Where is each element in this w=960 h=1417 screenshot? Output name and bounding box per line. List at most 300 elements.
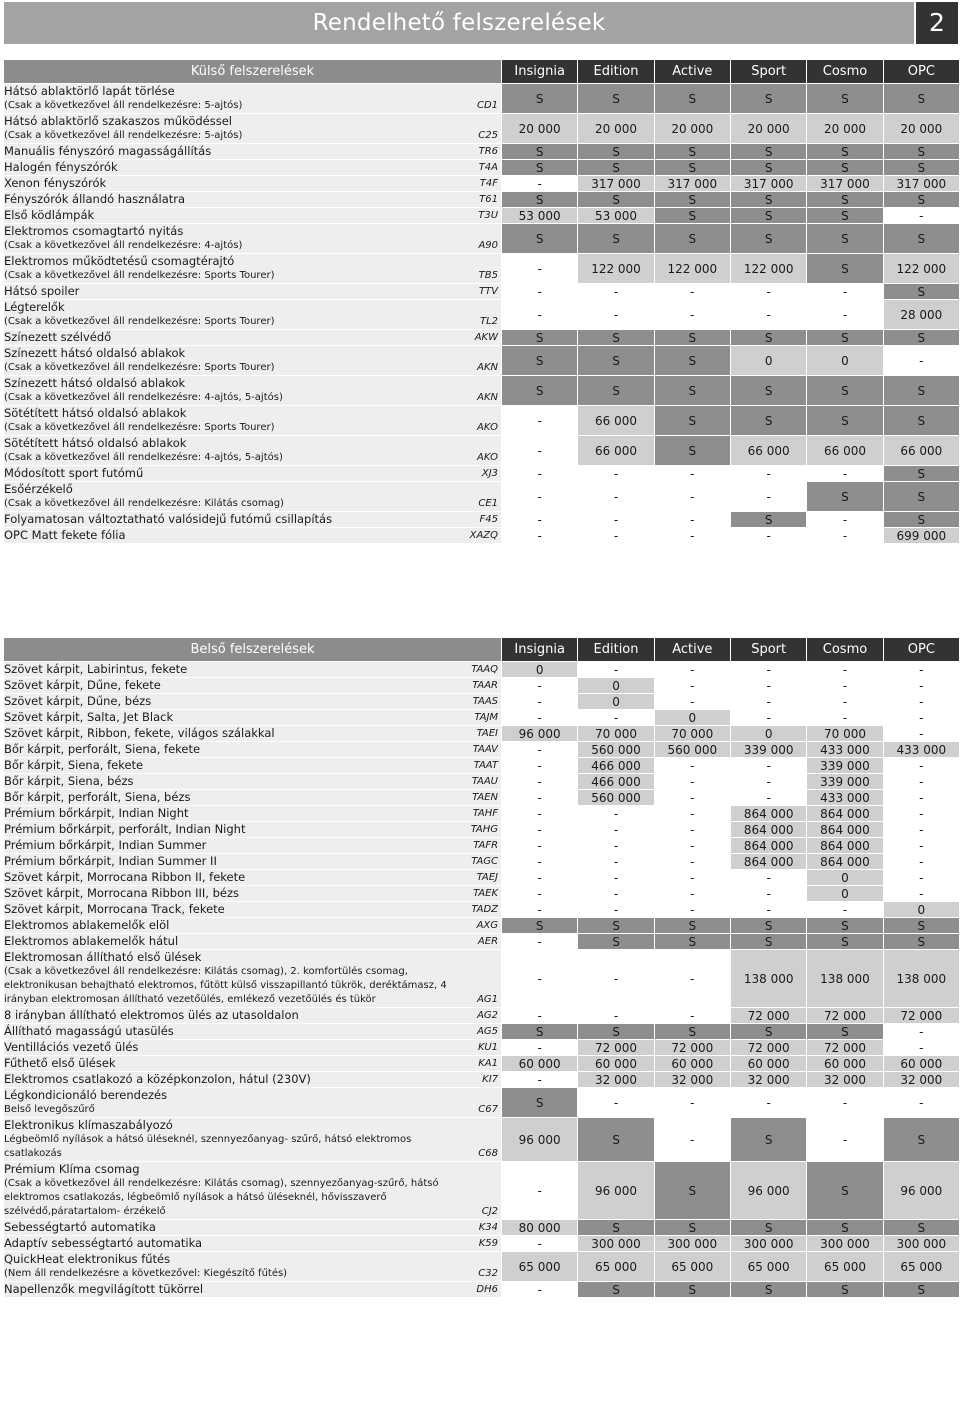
table-row bbox=[4, 1088, 959, 1118]
value-cell-cosmo: 66 000 bbox=[806, 436, 882, 466]
value-cell-opc: 65 000 bbox=[883, 1252, 959, 1282]
value-cell-cosmo: - bbox=[806, 1088, 882, 1118]
value-cell-opc: S bbox=[883, 918, 959, 934]
value-cell-edition: - bbox=[577, 710, 653, 726]
feature-name: Szövet kárpit, Dűne, fekete bbox=[4, 678, 161, 692]
value-cell-edition: 466 000 bbox=[577, 758, 653, 774]
value-cell-sport: - bbox=[730, 758, 806, 774]
value-cell-insignia: - bbox=[501, 822, 577, 838]
value-cell-edition: S bbox=[577, 144, 653, 160]
value-cell-sport: S bbox=[730, 1220, 806, 1236]
value-cell-edition: - bbox=[577, 838, 653, 854]
option-code: TAAU bbox=[471, 776, 499, 787]
value-cell-insignia: 96 000 bbox=[501, 1118, 577, 1162]
feature-cell bbox=[4, 1118, 501, 1162]
value-cell-sport: - bbox=[730, 710, 806, 726]
value-cell-cosmo: - bbox=[806, 528, 882, 544]
option-code: TAEI bbox=[476, 728, 499, 739]
table-row bbox=[4, 528, 959, 544]
option-code: AKN bbox=[477, 392, 499, 403]
option-code: TAAV bbox=[472, 744, 499, 755]
table-row bbox=[4, 1008, 959, 1024]
value-cell-opc: - bbox=[883, 710, 959, 726]
value-cell-insignia: - bbox=[501, 176, 577, 192]
feature-name: Folyamatosan változtatható valósidejű futómű csillapítás bbox=[4, 512, 333, 526]
option-code: TTV bbox=[478, 286, 499, 297]
feature-cell bbox=[4, 1024, 501, 1040]
value-cell-insignia: - bbox=[501, 742, 577, 758]
value-cell-active: - bbox=[654, 1088, 730, 1118]
feature-note: (Csak a következővel áll rendelkezésre: 4-ajtós) bbox=[4, 240, 243, 251]
value-cell-opc: 28 000 bbox=[883, 300, 959, 330]
feature-name: Színezett hátsó oldalsó ablakok bbox=[4, 346, 186, 360]
feature-name: Elektronikus klímaszabályozó bbox=[4, 1118, 173, 1132]
value-cell-opc: 433 000 bbox=[883, 742, 959, 758]
value-cell-opc: - bbox=[883, 886, 959, 902]
feature-name: Sötétített hátsó oldalsó ablakok bbox=[4, 406, 187, 420]
value-cell-opc: - bbox=[883, 346, 959, 376]
feature-name: Szövet kárpit, Labirintus, fekete bbox=[4, 662, 188, 676]
value-cell-insignia: 65 000 bbox=[501, 1252, 577, 1282]
feature-cell bbox=[4, 854, 501, 870]
feature-name: Elektromos ablakemelők hátul bbox=[4, 934, 179, 948]
feature-name: Adaptív sebességtartó automatika bbox=[4, 1236, 203, 1250]
feature-cell bbox=[4, 482, 501, 512]
value-cell-opc: 96 000 bbox=[883, 1162, 959, 1220]
value-cell-opc: 0 bbox=[883, 902, 959, 918]
value-cell-active: - bbox=[654, 300, 730, 330]
value-cell-opc: S bbox=[883, 466, 959, 482]
value-cell-insignia: 53 000 bbox=[501, 208, 577, 224]
option-code: C68 bbox=[478, 1148, 499, 1159]
column-header-active: Active bbox=[654, 60, 730, 84]
value-cell-active: - bbox=[654, 678, 730, 694]
value-cell-active: - bbox=[654, 482, 730, 512]
value-cell-sport: - bbox=[730, 1088, 806, 1118]
value-cell-cosmo: - bbox=[806, 466, 882, 482]
feature-cell bbox=[4, 436, 501, 466]
value-cell-insignia: S bbox=[501, 84, 577, 114]
value-cell-sport: 20 000 bbox=[730, 114, 806, 144]
value-cell-cosmo: S bbox=[806, 918, 882, 934]
column-header-edition: Edition bbox=[577, 638, 653, 662]
table-row bbox=[4, 144, 959, 160]
value-cell-edition: - bbox=[577, 482, 653, 512]
value-cell-active: - bbox=[654, 950, 730, 1008]
value-cell-opc: - bbox=[883, 726, 959, 742]
value-cell-opc: 122 000 bbox=[883, 254, 959, 284]
value-cell-sport: S bbox=[730, 406, 806, 436]
option-code: TR6 bbox=[478, 146, 499, 157]
feature-name: Sötétített hátsó oldalsó ablakok bbox=[4, 436, 187, 450]
feature-cell bbox=[4, 758, 501, 774]
value-cell-sport: S bbox=[730, 224, 806, 254]
feature-name: Halogén fényszórók bbox=[4, 160, 118, 174]
feature-name: Prémium Klíma csomag bbox=[4, 1162, 140, 1176]
value-cell-cosmo: S bbox=[806, 482, 882, 512]
value-cell-opc: - bbox=[883, 678, 959, 694]
value-cell-cosmo: - bbox=[806, 300, 882, 330]
value-cell-sport: S bbox=[730, 376, 806, 406]
value-cell-cosmo: S bbox=[806, 934, 882, 950]
option-code: T4F bbox=[479, 178, 499, 189]
value-cell-active: S bbox=[654, 1220, 730, 1236]
option-code: AG1 bbox=[477, 994, 499, 1005]
value-cell-cosmo: 70 000 bbox=[806, 726, 882, 742]
feature-note: (Csak a következővel áll rendelkezésre: Kilátás csomag), szennyezőanyag-szűrő, hátsó elektromos csatlakozás, légbeömlő nyílások a hátsó üléseknél, hővisszaverő szélvédő,páratartalom- érzékelő bbox=[4, 1178, 439, 1217]
feature-cell bbox=[4, 466, 501, 482]
value-cell-cosmo: S bbox=[806, 254, 882, 284]
value-cell-sport: 0 bbox=[730, 346, 806, 376]
option-code: KI7 bbox=[482, 1074, 499, 1085]
value-cell-edition: 53 000 bbox=[577, 208, 653, 224]
option-code: TL2 bbox=[479, 316, 499, 327]
value-cell-sport: 339 000 bbox=[730, 742, 806, 758]
feature-note: (Csak a következővel áll rendelkezésre: Kilátás csomag) bbox=[4, 498, 284, 509]
column-header-sport: Sport bbox=[730, 638, 806, 662]
feature-name: Esőérzékelő bbox=[4, 482, 73, 496]
value-cell-edition: 32 000 bbox=[577, 1072, 653, 1088]
value-cell-edition: S bbox=[577, 192, 653, 208]
value-cell-sport: 65 000 bbox=[730, 1252, 806, 1282]
feature-name: Hátsó spoiler bbox=[4, 284, 80, 298]
value-cell-insignia: - bbox=[501, 902, 577, 918]
table-row bbox=[4, 254, 959, 284]
feature-cell bbox=[4, 208, 501, 224]
value-cell-cosmo: S bbox=[806, 84, 882, 114]
feature-name: Hátsó ablaktörlő szakaszos működéssel bbox=[4, 114, 232, 128]
value-cell-sport: - bbox=[730, 774, 806, 790]
feature-cell bbox=[4, 950, 501, 1008]
value-cell-insignia: - bbox=[501, 886, 577, 902]
value-cell-active: 65 000 bbox=[654, 1252, 730, 1282]
value-cell-opc: 317 000 bbox=[883, 176, 959, 192]
value-cell-edition: 122 000 bbox=[577, 254, 653, 284]
value-cell-sport: 72 000 bbox=[730, 1040, 806, 1056]
value-cell-sport: - bbox=[730, 466, 806, 482]
value-cell-insignia: - bbox=[501, 528, 577, 544]
value-cell-edition: 560 000 bbox=[577, 790, 653, 806]
feature-cell bbox=[4, 710, 501, 726]
value-cell-insignia: - bbox=[501, 1008, 577, 1024]
value-cell-cosmo: S bbox=[806, 208, 882, 224]
column-header-sport: Sport bbox=[730, 60, 806, 84]
value-cell-insignia: 60 000 bbox=[501, 1056, 577, 1072]
feature-note: (Csak a következővel áll rendelkezésre: Kilátás csomag), 2. komfortülés csomag, elektronikusan behajtható elektromos, fűtött külső visszapillantó tükrök, deréktámasz, 4 irányban elektromosan állítható vezetőülés, emlékező vezetőülés és tükör bbox=[4, 966, 447, 1005]
value-cell-edition: 560 000 bbox=[577, 742, 653, 758]
value-cell-opc: S bbox=[883, 1282, 959, 1298]
value-cell-insignia: 80 000 bbox=[501, 1220, 577, 1236]
value-cell-sport: 317 000 bbox=[730, 176, 806, 192]
value-cell-opc: 66 000 bbox=[883, 436, 959, 466]
header-banner bbox=[4, 2, 914, 44]
option-code: TAFR bbox=[473, 840, 499, 851]
value-cell-sport: S bbox=[730, 160, 806, 176]
feature-cell bbox=[4, 1088, 501, 1118]
value-cell-opc: S bbox=[883, 482, 959, 512]
feature-cell bbox=[4, 678, 501, 694]
feature-cell bbox=[4, 694, 501, 710]
feature-cell bbox=[4, 1162, 501, 1220]
value-cell-edition: 0 bbox=[577, 694, 653, 710]
option-code: TAHF bbox=[472, 808, 499, 819]
value-cell-active: 20 000 bbox=[654, 114, 730, 144]
value-cell-opc: S bbox=[883, 192, 959, 208]
value-cell-opc: - bbox=[883, 870, 959, 886]
value-cell-active: S bbox=[654, 224, 730, 254]
value-cell-active: 300 000 bbox=[654, 1236, 730, 1252]
value-cell-insignia: S bbox=[501, 1088, 577, 1118]
value-cell-edition: - bbox=[577, 466, 653, 482]
option-code: KA1 bbox=[478, 1058, 499, 1069]
feature-note: (Csak a következővel áll rendelkezésre: Sports Tourer) bbox=[4, 316, 275, 327]
value-cell-opc: 60 000 bbox=[883, 1056, 959, 1072]
value-cell-opc: 72 000 bbox=[883, 1008, 959, 1024]
option-code: TAEJ bbox=[476, 872, 499, 883]
feature-cell bbox=[4, 902, 501, 918]
value-cell-opc: - bbox=[883, 1088, 959, 1118]
value-cell-opc: - bbox=[883, 854, 959, 870]
option-code: TAJM bbox=[474, 712, 499, 723]
value-cell-active: - bbox=[654, 886, 730, 902]
feature-cell bbox=[4, 176, 501, 192]
value-cell-active: - bbox=[654, 758, 730, 774]
value-cell-cosmo: 864 000 bbox=[806, 838, 882, 854]
value-cell-active: 32 000 bbox=[654, 1072, 730, 1088]
value-cell-insignia: - bbox=[501, 838, 577, 854]
option-code: F45 bbox=[479, 514, 499, 525]
option-code: TADZ bbox=[471, 904, 499, 915]
feature-cell bbox=[4, 822, 501, 838]
value-cell-opc: 699 000 bbox=[883, 528, 959, 544]
value-cell-edition: S bbox=[577, 1220, 653, 1236]
value-cell-insignia: - bbox=[501, 254, 577, 284]
value-cell-sport: 864 000 bbox=[730, 854, 806, 870]
value-cell-cosmo: 339 000 bbox=[806, 758, 882, 774]
value-cell-edition: - bbox=[577, 300, 653, 330]
feature-cell bbox=[4, 160, 501, 176]
value-cell-insignia: - bbox=[501, 790, 577, 806]
value-cell-sport: 32 000 bbox=[730, 1072, 806, 1088]
value-cell-insignia: - bbox=[501, 854, 577, 870]
value-cell-insignia: S bbox=[501, 918, 577, 934]
value-cell-insignia: 20 000 bbox=[501, 114, 577, 144]
feature-name: Manuális fényszóró magasságállítás bbox=[4, 144, 212, 158]
value-cell-insignia: - bbox=[501, 806, 577, 822]
value-cell-active: S bbox=[654, 84, 730, 114]
table-row bbox=[4, 1118, 959, 1162]
feature-name: Fényszórók állandó használatra bbox=[4, 192, 186, 206]
option-code: AG5 bbox=[477, 1026, 499, 1037]
option-code: T61 bbox=[479, 194, 499, 205]
value-cell-cosmo: 300 000 bbox=[806, 1236, 882, 1252]
column-header-edition: Edition bbox=[577, 60, 653, 84]
value-cell-active: - bbox=[654, 662, 730, 678]
value-cell-sport: - bbox=[730, 482, 806, 512]
value-cell-edition: S bbox=[577, 1282, 653, 1298]
feature-cell bbox=[4, 192, 501, 208]
value-cell-insignia: - bbox=[501, 774, 577, 790]
table-row bbox=[4, 192, 959, 208]
table-row bbox=[4, 160, 959, 176]
value-cell-insignia: S bbox=[501, 224, 577, 254]
feature-cell bbox=[4, 742, 501, 758]
value-cell-edition: 66 000 bbox=[577, 436, 653, 466]
value-cell-active: S bbox=[654, 436, 730, 466]
option-code: CE1 bbox=[478, 498, 499, 509]
table-row bbox=[4, 870, 959, 886]
value-cell-opc: - bbox=[883, 758, 959, 774]
value-cell-active: - bbox=[654, 1118, 730, 1162]
value-cell-sport: S bbox=[730, 144, 806, 160]
value-cell-opc: - bbox=[883, 662, 959, 678]
feature-note: (Csak a következővel áll rendelkezésre: 4-ajtós, 5-ajtós) bbox=[4, 452, 283, 463]
feature-name: OPC Matt fekete fólia bbox=[4, 528, 126, 542]
value-cell-edition: - bbox=[577, 284, 653, 300]
feature-name: Bőr kárpit, perforált, Siena, fekete bbox=[4, 742, 201, 756]
option-code: C25 bbox=[478, 130, 499, 141]
feature-name: Szövet kárpit, Salta, Jet Black bbox=[4, 710, 174, 724]
feature-cell bbox=[4, 330, 501, 346]
value-cell-cosmo: 72 000 bbox=[806, 1008, 882, 1024]
value-cell-cosmo: 32 000 bbox=[806, 1072, 882, 1088]
value-cell-insignia: - bbox=[501, 482, 577, 512]
value-cell-sport: - bbox=[730, 694, 806, 710]
feature-cell bbox=[4, 1282, 501, 1298]
value-cell-edition: 66 000 bbox=[577, 406, 653, 436]
feature-cell bbox=[4, 806, 501, 822]
column-header-active: Active bbox=[654, 638, 730, 662]
value-cell-edition: 70 000 bbox=[577, 726, 653, 742]
value-cell-insignia: - bbox=[501, 1282, 577, 1298]
feature-note: (Csak a következővel áll rendelkezésre: 5-ajtós) bbox=[4, 100, 243, 111]
option-code: AKN bbox=[477, 362, 499, 373]
option-code: C32 bbox=[478, 1268, 499, 1279]
value-cell-insignia: S bbox=[501, 330, 577, 346]
value-cell-opc: S bbox=[883, 330, 959, 346]
feature-note: (Csak a következővel áll rendelkezésre: 5-ajtós) bbox=[4, 130, 243, 141]
value-cell-edition: 96 000 bbox=[577, 1162, 653, 1220]
option-code: T3U bbox=[478, 210, 499, 221]
value-cell-sport: S bbox=[730, 330, 806, 346]
feature-cell bbox=[4, 1056, 501, 1072]
value-cell-sport: S bbox=[730, 512, 806, 528]
table-row bbox=[4, 934, 959, 950]
value-cell-opc: - bbox=[883, 838, 959, 854]
value-cell-opc: - bbox=[883, 694, 959, 710]
value-cell-sport: S bbox=[730, 934, 806, 950]
feature-name: 8 irányban állítható elektromos ülés az utasoldalon bbox=[4, 1008, 299, 1022]
value-cell-edition: - bbox=[577, 662, 653, 678]
table-row bbox=[4, 84, 959, 114]
value-cell-edition: - bbox=[577, 870, 653, 886]
option-code: C67 bbox=[478, 1104, 499, 1115]
value-cell-cosmo: - bbox=[806, 694, 882, 710]
value-cell-insignia: - bbox=[501, 678, 577, 694]
feature-name: Színezett szélvédő bbox=[4, 330, 112, 344]
table-row bbox=[4, 330, 959, 346]
value-cell-edition: 72 000 bbox=[577, 1040, 653, 1056]
page-title: Rendelhető felszerelések bbox=[312, 10, 606, 36]
value-cell-active: S bbox=[654, 1162, 730, 1220]
option-code: TAAS bbox=[472, 696, 499, 707]
value-cell-edition: S bbox=[577, 1024, 653, 1040]
feature-note: Belső levegőszűrő bbox=[4, 1104, 95, 1115]
option-code: AKW bbox=[474, 332, 499, 343]
option-code: A90 bbox=[478, 240, 499, 251]
value-cell-sport: - bbox=[730, 678, 806, 694]
value-cell-sport: 864 000 bbox=[730, 806, 806, 822]
table-row bbox=[4, 1040, 959, 1056]
option-code: K59 bbox=[478, 1238, 499, 1249]
value-cell-insignia: - bbox=[501, 466, 577, 482]
value-cell-edition: - bbox=[577, 1008, 653, 1024]
value-cell-insignia: S bbox=[501, 1024, 577, 1040]
table-row bbox=[4, 482, 959, 512]
table-row bbox=[4, 726, 959, 742]
value-cell-active: - bbox=[654, 466, 730, 482]
value-cell-sport: S bbox=[730, 1118, 806, 1162]
value-cell-edition: S bbox=[577, 330, 653, 346]
value-cell-edition: S bbox=[577, 224, 653, 254]
value-cell-active: S bbox=[654, 192, 730, 208]
value-cell-insignia: 0 bbox=[501, 662, 577, 678]
option-code: K34 bbox=[478, 1222, 499, 1233]
value-cell-cosmo: 72 000 bbox=[806, 1040, 882, 1056]
table-row bbox=[4, 376, 959, 406]
value-cell-cosmo: 317 000 bbox=[806, 176, 882, 192]
value-cell-active: - bbox=[654, 528, 730, 544]
value-cell-edition: - bbox=[577, 886, 653, 902]
value-cell-active: S bbox=[654, 160, 730, 176]
table-row bbox=[4, 406, 959, 436]
value-cell-cosmo: S bbox=[806, 1024, 882, 1040]
feature-cell bbox=[4, 224, 501, 254]
table-row bbox=[4, 790, 959, 806]
value-cell-cosmo: 433 000 bbox=[806, 742, 882, 758]
value-cell-cosmo: - bbox=[806, 678, 882, 694]
value-cell-opc: S bbox=[883, 224, 959, 254]
feature-note: (Csak a következővel áll rendelkezésre: Sports Tourer) bbox=[4, 270, 275, 281]
feature-name: Napellenzők megvilágított tükörrel bbox=[4, 1282, 204, 1296]
table-row bbox=[4, 1236, 959, 1252]
value-cell-cosmo: S bbox=[806, 1282, 882, 1298]
table-row bbox=[4, 512, 959, 528]
value-cell-insignia: - bbox=[501, 436, 577, 466]
value-cell-insignia: - bbox=[501, 870, 577, 886]
feature-name: Szövet kárpit, Morrocana Ribbon II, fekete bbox=[4, 870, 246, 884]
feature-name: Szövet kárpit, Morrocana Track, fekete bbox=[4, 902, 225, 916]
option-code: CJ2 bbox=[481, 1206, 499, 1217]
feature-name: Elektromos működtetésű csomagtérajtó bbox=[4, 254, 235, 268]
feature-name: Légterelők bbox=[4, 300, 65, 314]
value-cell-cosmo: S bbox=[806, 1220, 882, 1236]
value-cell-sport: S bbox=[730, 918, 806, 934]
value-cell-cosmo: S bbox=[806, 376, 882, 406]
option-code: T4A bbox=[478, 162, 499, 173]
value-cell-active: - bbox=[654, 774, 730, 790]
value-cell-cosmo: 65 000 bbox=[806, 1252, 882, 1282]
option-code: TAEN bbox=[472, 792, 499, 803]
value-cell-cosmo: S bbox=[806, 160, 882, 176]
value-cell-insignia: - bbox=[501, 1072, 577, 1088]
option-code: KU1 bbox=[477, 1042, 499, 1053]
feature-note: (Csak a következővel áll rendelkezésre: 4-ajtós, 5-ajtós) bbox=[4, 392, 283, 403]
feature-name: Légkondicionáló berendezés bbox=[4, 1088, 168, 1102]
value-cell-active: - bbox=[654, 854, 730, 870]
value-cell-active: 70 000 bbox=[654, 726, 730, 742]
feature-cell bbox=[4, 662, 501, 678]
